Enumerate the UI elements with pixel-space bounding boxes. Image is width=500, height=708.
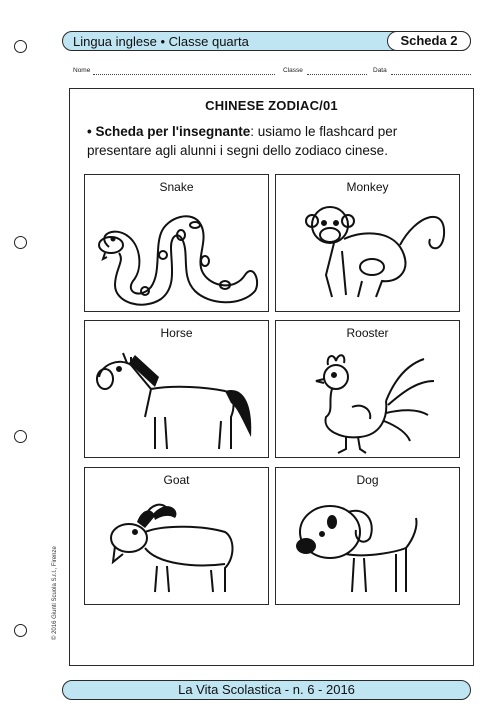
intro-rest: : usiamo le flashcard per presentare agli alunni i segni dello zodiaco cinese. — [87, 124, 398, 158]
card-label-monkey: Monkey — [346, 180, 389, 194]
dog-icon — [276, 488, 458, 604]
card-horse — [84, 320, 269, 458]
header-bar — [62, 31, 471, 51]
goat-icon — [85, 488, 267, 604]
intro-bold: • Scheda per l'insegnante — [87, 124, 251, 139]
rooster-icon — [276, 341, 458, 457]
binder-hole-2 — [14, 236, 27, 249]
card-label-horse: Horse — [160, 326, 193, 340]
card-snake — [84, 174, 269, 312]
card-label-snake: Snake — [159, 180, 194, 194]
card-monkey — [275, 174, 460, 312]
binder-hole-3 — [14, 430, 27, 443]
data-line[interactable] — [391, 73, 471, 75]
binder-hole-1 — [14, 40, 27, 53]
monkey-icon — [276, 195, 458, 311]
card-label-dog: Dog — [356, 473, 379, 487]
intro-text — [87, 122, 457, 160]
horse-icon — [85, 341, 267, 457]
classe-label: Classe — [283, 67, 303, 74]
binder-hole-4 — [14, 624, 27, 637]
copyright-text: © 2016 Giunti Scuola S.r.l., Firenze — [52, 546, 58, 640]
student-fields — [73, 67, 473, 79]
card-label-rooster: Rooster — [346, 326, 389, 340]
nome-label: Nome — [73, 67, 91, 74]
snake-icon — [85, 195, 267, 311]
card-label-goat: Goat — [163, 473, 190, 487]
header-title: Lingua inglese • Classe quarta — [73, 34, 249, 49]
data-label: Data — [373, 67, 387, 74]
card-rooster — [275, 320, 460, 458]
nome-line[interactable] — [93, 73, 275, 75]
sheet-title: CHINESE ZODIAC/01 — [205, 98, 338, 113]
classe-line[interactable] — [307, 73, 367, 75]
footer-bar: La Vita Scolastica - n. 6 - 2016 — [62, 680, 471, 700]
card-goat — [84, 467, 269, 605]
scheda-label: Scheda 2 — [387, 31, 471, 51]
card-dog — [275, 467, 460, 605]
